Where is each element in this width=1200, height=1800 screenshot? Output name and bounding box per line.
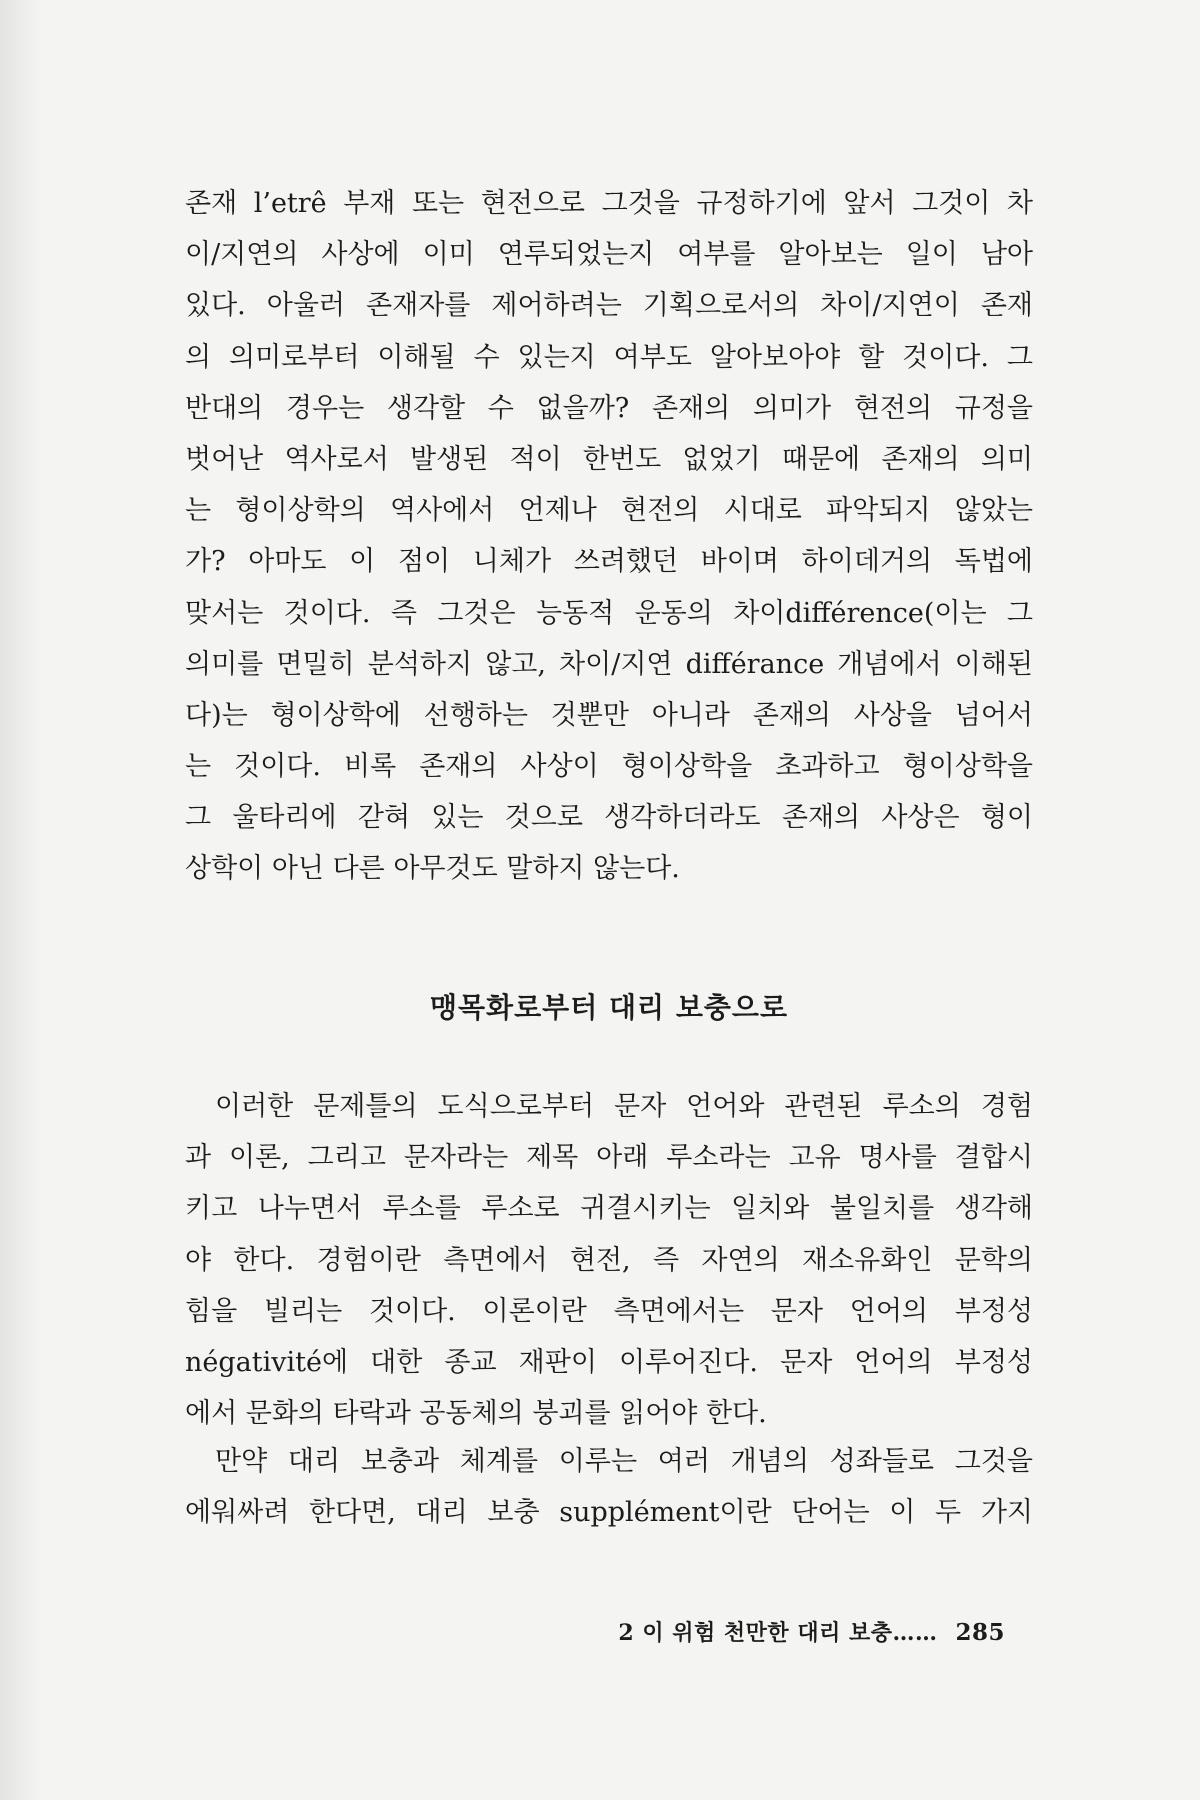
text-line: 상학이 아닌 다른 아무것도 말하지 않는다. (185, 853, 680, 885)
text-line: 과 이론, 그리고 문자라는 제목 아래 루소라는 고유 명사를 결합시 (185, 1142, 1033, 1174)
text-line: 힘을 빌리는 것이다. 이론이란 측면에서는 문자 언어의 부정성 (185, 1295, 1033, 1327)
text-line: 의미를 면밀히 분석하지 않고, 차이/지연 différance 개념에서 이해된 (185, 648, 1033, 680)
text-line: 다)는 형이상학에 선행하는 것뿐만 아니라 존재의 사상을 넘어서 (185, 699, 1033, 731)
text-line: 이러한 문제틀의 도식으로부터 문자 언어와 관련된 루소의 경험 (215, 1091, 1033, 1122)
text-line: 키고 나누면서 루소를 루소로 귀결시키는 일치와 불일치를 생각해 (185, 1193, 1033, 1225)
text-line: 의 의미로부터 이해될 수 있는지 여부도 알아보아야 할 것이다. 그 (185, 341, 1033, 373)
text-line: 반대의 경우는 생각할 수 없을까? 존재의 의미가 현전의 규정을 (185, 392, 1033, 424)
text-line: 만약 대리 보충과 체계를 이루는 여러 개념의 성좌들로 그것을 (215, 1446, 1033, 1477)
text-line: 가? 아마도 이 점이 니체가 쓰려했던 바이며 하이데거의 독법에 (185, 546, 1033, 578)
text-line: 존재 l’etrê 부재 또는 현전으로 그것을 규정하기에 앞서 그것이 차 (185, 188, 1033, 219)
text-line: 에워싸려 한다면, 대리 보충 supplément이란 단어는 이 두 가지 (185, 1497, 1033, 1529)
paragraph-2 (185, 1081, 1033, 1439)
text-line: 에서 문화의 타락과 공동체의 붕괴를 읽어야 한다. (185, 1398, 767, 1430)
paragraph-3 (185, 1436, 1033, 1538)
paragraph-1 (185, 178, 1033, 895)
text-line: 야 한다. 경험이란 측면에서 현전, 즉 자연의 재소유화인 문학의 (185, 1244, 1033, 1276)
text-line: 맞서는 것이다. 즉 그것은 능동적 운동의 차이différence(이는 그 (185, 597, 1033, 629)
text-line: négativité에 대한 종교 재판이 이루어진다. 문자 언어의 부정성 (185, 1346, 1033, 1378)
text-line: 는 형이상학의 역사에서 언제나 현전의 시대로 파악되지 않았는 (185, 495, 1033, 527)
page-number: 285 (955, 1619, 1005, 1646)
text-line: 벗어난 역사로서 발생된 적이 한번도 없었기 때문에 존재의 의미 (185, 443, 1033, 475)
text-line: 그 울타리에 갇혀 있는 것으로 생각하더라도 존재의 사상은 형이 (185, 802, 1033, 834)
page-footer (618, 1616, 1005, 1647)
text-line: 이/지연의 사상에 이미 연루되었는지 여부를 알아보는 일이 남아 (185, 239, 1033, 271)
text-line: 는 것이다. 비록 존재의 사상이 형이상학을 초과하고 형이상학을 (185, 751, 1033, 783)
page-gutter-shadow (0, 0, 40, 1800)
running-head: 2 이 위험 천만한 대리 보충…… (618, 1620, 938, 1646)
section-heading: 맹목화로부터 대리 보충으로 (429, 991, 789, 1024)
text-line: 있다. 아울러 존재자를 제어하려는 기획으로서의 차이/지연이 존재 (185, 290, 1033, 322)
